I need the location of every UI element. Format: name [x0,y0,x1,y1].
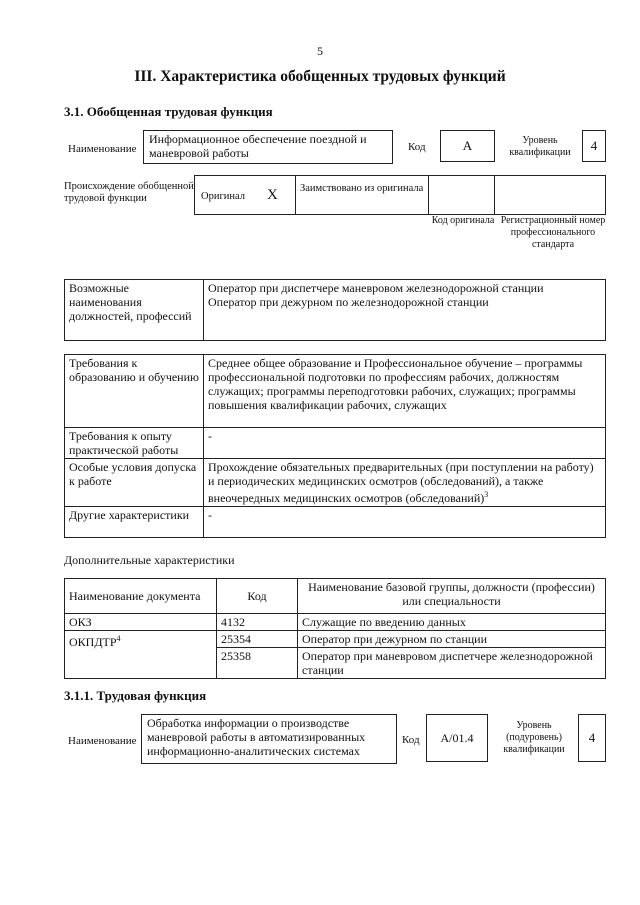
orig-code-cell [428,175,495,215]
cell-name: Оператор при маневровом диспетчере железнодорожной станции [298,648,606,679]
cell-name: Оператор при дежурном по станции [298,631,606,648]
requirement-value [204,459,606,507]
positions-table [64,279,606,341]
footnote-mark: 3 [484,490,489,499]
original-mark: X [267,187,278,203]
section-title: III. Характеристика обобщенных трудовых функций [134,68,506,85]
function-level-label: Уровень (подуровень) квалификации [503,720,565,755]
level-value: 4 [582,130,606,162]
cell-code: 25358 [217,648,298,679]
positions-value [204,280,606,341]
requirements-table [64,354,606,538]
doc-text: ОКПДТР [69,635,117,649]
cell-code: 4132 [217,614,298,631]
function-code-value: A/01.4 [426,714,488,762]
borrowed-cell [295,175,429,215]
footnote-mark: 4 [116,634,121,643]
requirement-row [65,355,606,428]
function-level-value: 4 [578,714,606,762]
origin-table [194,175,606,215]
original-cell [194,175,296,215]
cell-name: Служащие по введению данных [298,614,606,631]
table-row [65,631,606,648]
requirement-value: - [204,507,606,538]
orig-code-caption: Код оригинала [431,215,495,226]
reg-number-cell [494,175,606,215]
page-number: 5 [317,44,323,58]
requirement-row [65,459,606,507]
function-name-value: Обработка информации о производстве маневровой работы в автоматизированных информационно-аналитических системах [141,714,397,764]
additional-heading: Дополнительные характеристики [64,553,235,567]
code-label: Код [408,141,426,153]
function-code-label: Код [402,734,420,746]
requirement-text: Прохождение обязательных предварительных (при поступлении на работу) и периодических медицинских осмотров (обследований), а также внеочередных медицинских осмотров (обследований) [208,460,594,505]
additional-table [64,578,606,679]
name-value: Информационное обеспечение поездной и маневровой работы [143,130,393,164]
requirement-row [65,428,606,459]
name-label: Наименование [68,143,137,155]
position-line: Оператор при дежурном по железнодорожной станции [208,295,489,309]
requirement-label: Требования к опыту практической работы [65,428,204,459]
table-row [65,614,606,631]
cell-doc: ОКЗ [65,614,217,631]
requirement-row [65,507,606,538]
requirement-value: Среднее общее образование и Профессиональное обучение – программы профессиональной подготовки по профессиям рабочих, должностям служащих; программы переподготовки рабочих, служащих; программы повышения квалификации рабочих, служащих [204,355,606,428]
borrowed-label: Заимствовано из оригинала [300,183,424,194]
cell-doc [65,631,217,679]
requirement-label: Требования к образованию и обучению [65,355,204,428]
original-label: Оригинал [201,191,245,202]
position-line: Оператор при диспетчере маневровом железнодорожной станции [208,281,544,295]
origin-label: Происхождение обобщенной трудовой функции [64,181,194,204]
header-code: Код [217,579,298,614]
function-name-label: Наименование [68,735,137,747]
requirement-value: - [204,428,606,459]
positions-label: Возможные наименования должностей, профессий [65,280,204,341]
requirement-label: Особые условия допуска к работе [65,459,204,507]
level-label: Уровень квалификации [509,135,571,158]
reg-number-caption: Регистрационный номер профессионального стандарта [500,215,606,250]
generalized-function-heading: 3.1. Обобщенная трудовая функция [64,104,273,119]
header-name: Наименование базовой группы, должности (профессии) или специальности [298,579,606,614]
requirement-label: Другие характеристики [65,507,204,538]
additional-header-row [65,579,606,614]
code-value: А [440,130,495,162]
cell-code: 25354 [217,631,298,648]
header-doc: Наименование документа [65,579,217,614]
labor-function-heading: 3.1.1. Трудовая функция [64,688,207,703]
